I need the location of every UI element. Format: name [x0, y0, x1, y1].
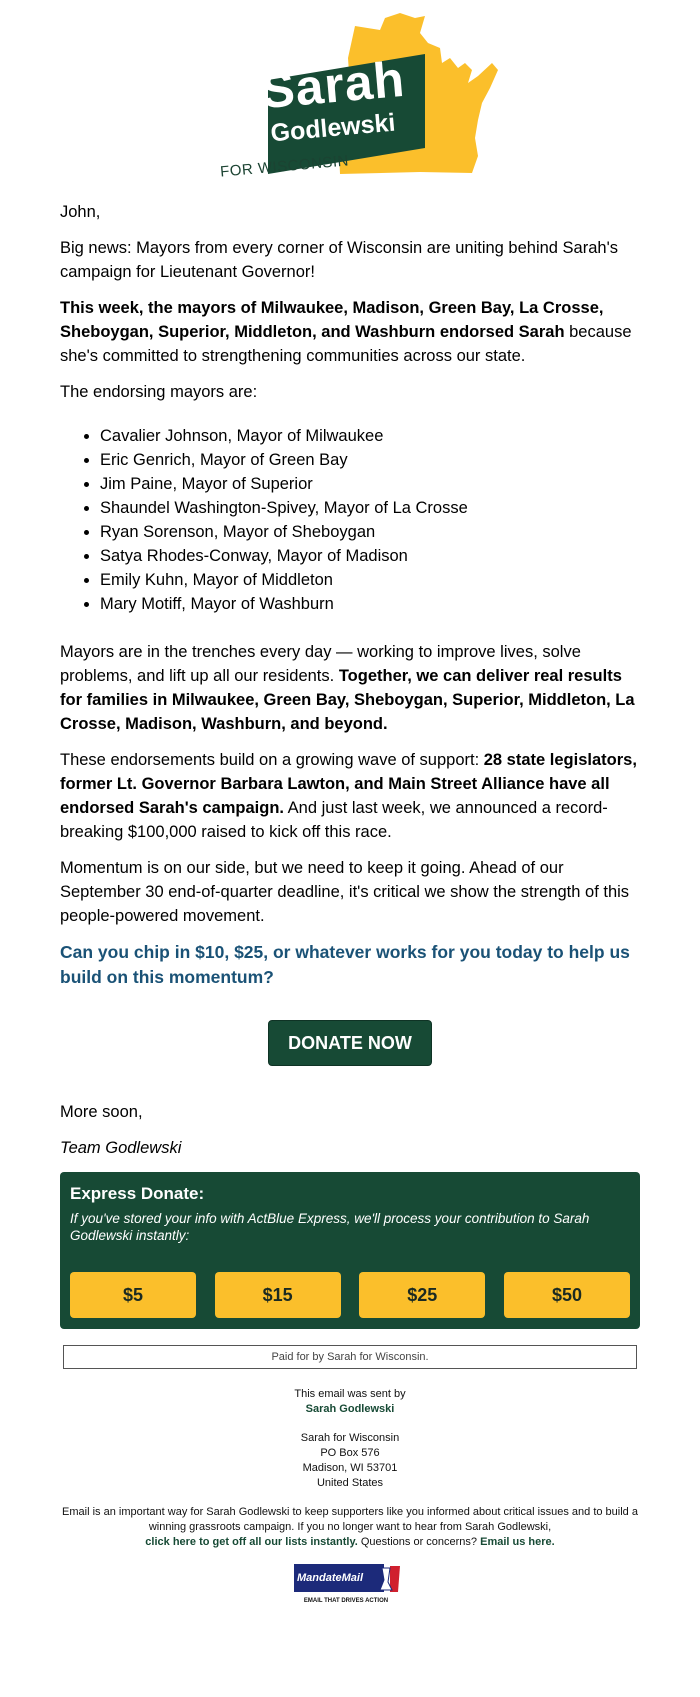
- paragraph-mayors-intro: The endorsing mayors are:: [60, 383, 258, 401]
- campaign-logo: [60, 0, 640, 200]
- disclaimer-text: Email is an important way for Sarah Godlewski to keep supporters like you informed about critical issues and to build a winning grassroots campaign. If you no longer want to hear from Sarah Godlewski,: [62, 1506, 638, 1533]
- express-title: Express Donate:: [70, 1184, 205, 1203]
- mayors-list: [60, 424, 640, 616]
- list-item: • Mary Motiff, Mayor of Washburn: [100, 592, 640, 616]
- questions-text: Questions or concerns?: [357, 1536, 481, 1548]
- sent-by-label: This email was sent by: [294, 1388, 406, 1400]
- support-plain-2: And just last week, we announced a record-breaking $100,000 raised to kick off this race.: [60, 799, 608, 841]
- sender-link[interactable]: Sarah Godlewski: [305, 1403, 395, 1415]
- list-item: • Jim Paine, Mayor of Superior: [100, 472, 640, 496]
- list-item: • Eric Genrich, Mayor of Green Bay: [100, 448, 640, 472]
- paragraph-momentum: Momentum is on our side, but we need to keep it going. Ahead of our September 30 end-of-quarter deadline, it's critical we show the strength of this people-powered movement.: [60, 859, 630, 925]
- logo-name-last: Godlewski: [269, 108, 397, 148]
- mandatemail-logo[interactable]: [294, 1564, 406, 1606]
- paid-for-disclaimer: Paid for by Sarah for Wisconsin.: [63, 1345, 637, 1369]
- donate-5-button[interactable]: $5: [70, 1272, 196, 1318]
- paragraph-trenches: [60, 640, 640, 736]
- paragraph-intro: Big news: Mayors from every corner of Wisconsin are uniting behind Sarah's campaign for Lieutenant Governor!: [60, 239, 618, 281]
- closing: More soon,: [60, 1103, 143, 1121]
- donate-15-button[interactable]: $15: [215, 1272, 341, 1318]
- sent-by-block: [60, 1387, 640, 1417]
- endorsement-bold: This week, the mayors of Milwaukee, Madison, Green Bay, La Crosse, Sheboygan, Superior, Middleton, and Washburn endorsed Sarah: [60, 299, 604, 341]
- signature: Team Godlewski: [60, 1139, 182, 1157]
- greeting: John,: [60, 203, 101, 221]
- trenches-plain: Mayors are in the trenches every day — working to improve lives, solve problems, and lift up all our residents.: [60, 643, 581, 685]
- list-item: • Emily Kuhn, Mayor of Middleton: [100, 568, 640, 592]
- list-item: • Satya Rhodes-Conway, Mayor of Madison: [100, 544, 640, 568]
- endorsement-rest: because she's committed to strengthening communities across our state.: [60, 323, 632, 365]
- express-amounts: [70, 1272, 630, 1323]
- list-item: • Shaundel Washington-Spivey, Mayor of La Crosse: [100, 496, 640, 520]
- express-donate-box: [60, 1172, 640, 1329]
- paragraph-support: [60, 748, 640, 844]
- unsubscribe-link[interactable]: click here to get off all our lists instantly.: [145, 1536, 358, 1548]
- trenches-bold: Together, we can deliver real results for families in Milwaukee, Green Bay, Sheboygan, Superior, Middleton, La Crosse, Madison, Washburn, and beyond.: [60, 667, 635, 733]
- cta-link[interactable]: Can you chip in $10, $25, or whatever works for you today to help us build on this momentum?: [60, 942, 630, 987]
- footer: [60, 1387, 640, 1606]
- disclaimer-block: [60, 1505, 640, 1550]
- org-name: Sarah for Wisconsin: [300, 1432, 400, 1444]
- logo-name-first: Sarah: [258, 50, 408, 120]
- city-line: Madison, WI 53701: [302, 1462, 398, 1474]
- donate-now-button[interactable]: DONATE NOW: [268, 1020, 432, 1066]
- logo-tagline: FOR WISCONSIN: [219, 152, 350, 181]
- po-box: PO Box 576: [320, 1447, 380, 1459]
- support-plain-1: These endorsements build on a growing wave of support:: [60, 751, 484, 769]
- mandatemail-brand: MandateMail: [297, 1572, 364, 1584]
- list-item: • Cavalier Johnson, Mayor of Milwaukee: [100, 424, 640, 448]
- email-body: [60, 0, 640, 1606]
- address-block: [60, 1431, 640, 1491]
- donate-25-button[interactable]: $25: [359, 1272, 485, 1318]
- support-bold: 28 state legislators, former Lt. Governor Barbara Lawton, and Main Street Alliance have all endorsed Sarah's campaign.: [60, 751, 637, 817]
- list-item: • Ryan Sorenson, Mayor of Sheboygan: [100, 520, 640, 544]
- donate-50-button[interactable]: $50: [504, 1272, 630, 1318]
- express-description: If you've stored your info with ActBlue Express, we'll process your contribution to Sarah Godlewski instantly:: [70, 1211, 590, 1243]
- country: United States: [316, 1477, 384, 1489]
- donate-button-container: [60, 1020, 640, 1066]
- paragraph-endorsement: [60, 296, 640, 368]
- email-us-link[interactable]: Email us here.: [480, 1536, 555, 1548]
- mandatemail-tagline: EMAIL THAT DRIVES ACTION: [303, 1598, 389, 1604]
